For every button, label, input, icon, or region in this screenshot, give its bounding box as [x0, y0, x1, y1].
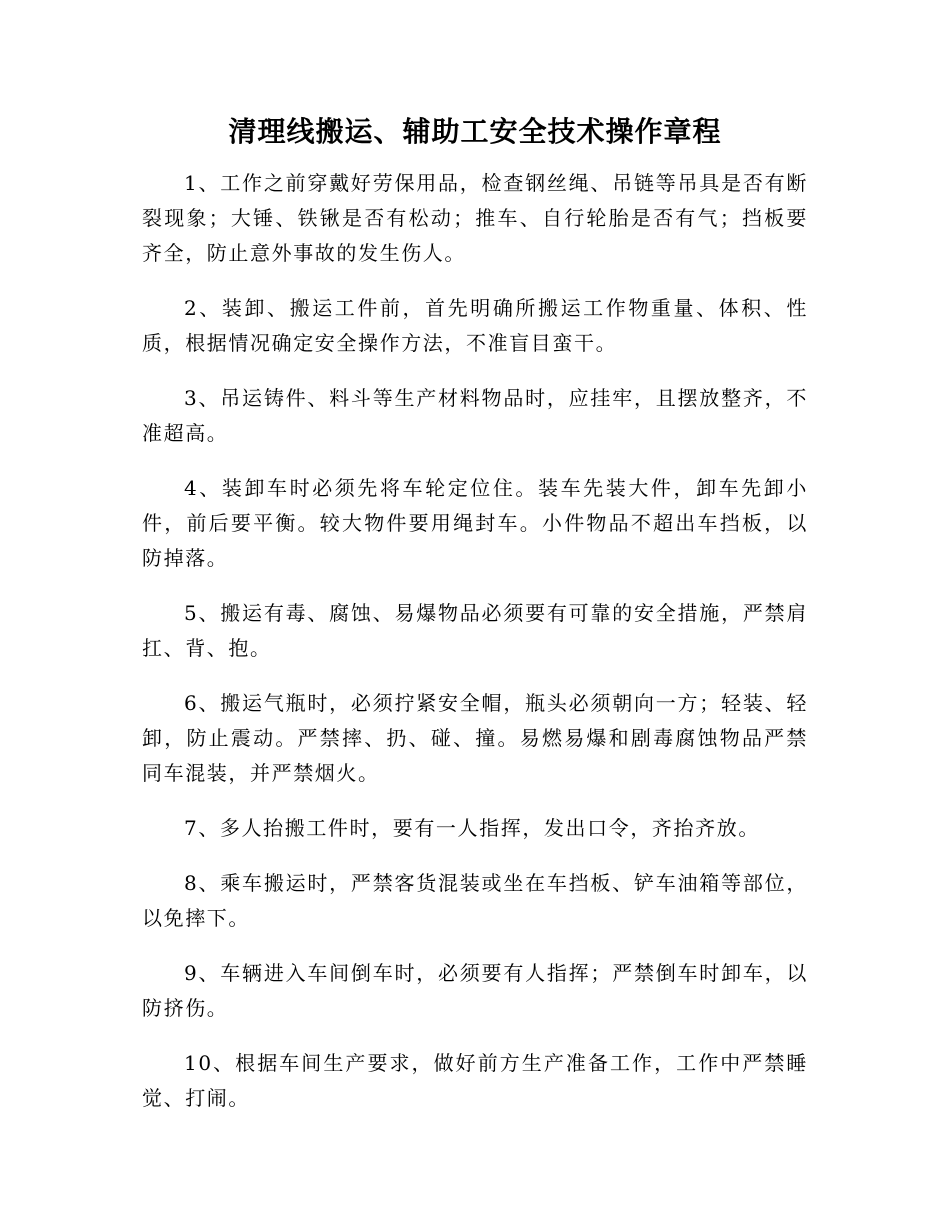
- clause-6: 6、搬运气瓶时，必须拧紧安全帽，瓶头必须朝向一方；轻装、轻卸，防止震动。严禁摔、扔、碰、撞。易燃易爆和剧毒腐蚀物品严禁同车混装，并严禁烟火。: [142, 691, 808, 785]
- clause-4: 4、装卸车时必须先将车轮定位住。装车先装大件，卸车先卸小件，前后要平衡。较大物件要用绳封车。小件物品不超出车挡板，以防掉落。: [142, 476, 808, 570]
- clause-list: [142, 166, 808, 1136]
- clause-9: 9、车辆进入车间倒车时，必须要有人指挥；严禁倒车时卸车，以防挤伤。: [142, 961, 808, 1020]
- clause-1: 1、工作之前穿戴好劳保用品，检查钢丝绳、吊链等吊具是否有断裂现象；大锤、铁锹是否有松动；推车、自行轮胎是否有气；挡板要齐全，防止意外事故的发生伤人。: [142, 171, 808, 265]
- clause-10: 10、根据车间生产要求，做好前方生产准备工作，工作中严禁睡觉、打闹。: [142, 1051, 808, 1110]
- document-title: 清理线搬运、辅助工安全技术操作章程: [228, 115, 722, 148]
- clause-7: 7、多人抬搬工件时，要有一人指挥，发出口令，齐抬齐放。: [184, 816, 760, 840]
- clause-3: 3、吊运铸件、料斗等生产材料物品时，应挂牢，且摆放整齐，不准超高。: [142, 386, 808, 445]
- clause-5: 5、搬运有毒、腐蚀、易爆物品必须要有可靠的安全措施，严禁肩扛、背、抱。: [142, 601, 808, 660]
- clause-8: 8、乘车搬运时，严禁客货混装或坐在车挡板、铲车油箱等部位，以免摔下。: [142, 871, 808, 930]
- clause-2: 2、装卸、搬运工件前，首先明确所搬运工作物重量、体积、性质，根据情况确定安全操作方法，不准盲目蛮干。: [142, 296, 808, 355]
